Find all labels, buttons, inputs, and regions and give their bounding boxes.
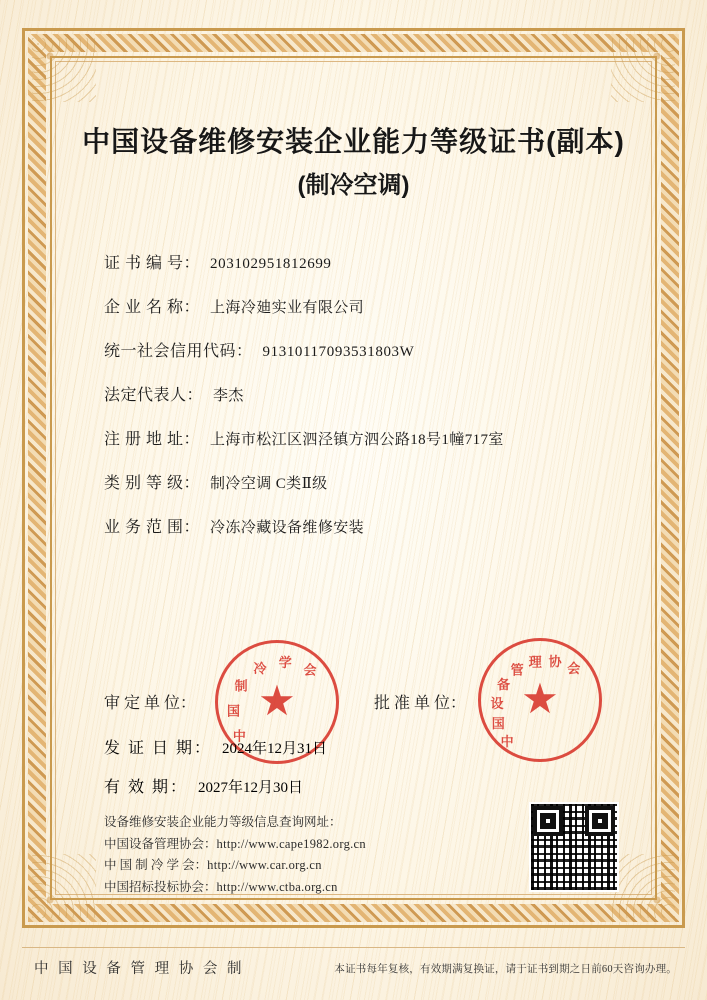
certificate-title: 中国设备维修安装企业能力等级证书(副本) xyxy=(82,126,625,157)
field-label: 企 业 名 称： xyxy=(104,299,201,316)
seal-ring-text: 中 国 制 冷 学 会 xyxy=(227,655,317,744)
field-label: 统一社会信用代码： xyxy=(104,343,253,360)
field-row-category-grade xyxy=(104,470,617,493)
field-label: 类 别 等 级： xyxy=(104,475,201,492)
link-url[interactable]: http://www.car.org.cn xyxy=(207,858,322,872)
valid-until-row xyxy=(104,774,627,797)
bottom-divider xyxy=(22,947,685,948)
seal-ring-text: 中 国 设 备 管 理 协 会 xyxy=(490,653,581,749)
field-row-registered-address xyxy=(104,426,617,449)
field-value: 上海冷廸实业有限公司 xyxy=(210,300,365,316)
issue-date-label: 发 证 日 期： xyxy=(104,740,213,757)
valid-until-value: 2027年12月30日 xyxy=(198,780,304,796)
query-links-block xyxy=(104,812,366,898)
signature-area xyxy=(104,690,627,813)
notice-footer: 本证书每年复核，有效期满复换证，请于证书到期之日前60天咨询办理。 xyxy=(334,964,677,975)
field-list xyxy=(104,250,617,558)
valid-until-label: 有 效 期： xyxy=(104,779,189,796)
link-row-cape xyxy=(104,834,366,856)
query-intro-text: 设备维修安装企业能力等级信息查询网址： xyxy=(104,815,342,829)
field-label: 注 册 地 址： xyxy=(104,431,201,448)
certificate-subtitle: (制冷空调) xyxy=(297,172,410,199)
corner-ornament-bottom-left xyxy=(32,854,96,918)
field-value: 91310117093531803W xyxy=(262,344,415,360)
field-value: 李杰 xyxy=(213,388,244,404)
field-value: 冷冻冷藏设备维修安装 xyxy=(210,520,365,536)
corner-ornament-bottom-right xyxy=(611,854,675,918)
link-org-label: 中国设备管理协会： xyxy=(104,836,217,851)
field-value: 203102951812699 xyxy=(210,256,332,272)
corner-ornament-top-left xyxy=(32,38,96,102)
link-row-ctba xyxy=(104,877,366,899)
field-label: 业 务 范 围： xyxy=(104,519,201,536)
field-label: 法定代表人： xyxy=(104,387,204,404)
field-row-legal-representative xyxy=(104,382,617,405)
field-row-certificate-number xyxy=(104,250,617,273)
field-value: 上海市松江区泗泾镇方泗公路18号1幢717室 xyxy=(210,432,504,448)
field-row-business-scope xyxy=(104,514,617,537)
issue-date-row xyxy=(104,735,627,758)
field-row-company-name xyxy=(104,294,617,317)
issue-date-value: 2024年12月31日 xyxy=(222,741,328,757)
link-url[interactable]: http://www.ctba.org.cn xyxy=(216,879,338,894)
field-value: 制冷空调 C类Ⅱ级 xyxy=(210,476,328,492)
field-label: 证 书 编 号： xyxy=(104,255,201,272)
review-unit-label: 审 定 单 位： xyxy=(104,695,197,712)
field-row-credit-code xyxy=(104,338,617,361)
qr-code-icon[interactable] xyxy=(529,802,619,892)
signature-row xyxy=(104,690,627,713)
link-org-label: 中 国 制 冷 学 会： xyxy=(104,858,208,872)
issuer-footer: 中 国 设 备 管 理 协 会 制 xyxy=(34,961,245,977)
link-org-label: 中国招标投标协会： xyxy=(104,879,217,894)
link-url[interactable]: http://www.cape1982.org.cn xyxy=(216,836,366,851)
link-row-car xyxy=(104,855,366,877)
title-block xyxy=(0,124,707,200)
corner-ornament-top-right xyxy=(611,38,675,102)
approve-unit-label: 批 准 单 位： xyxy=(374,695,467,712)
